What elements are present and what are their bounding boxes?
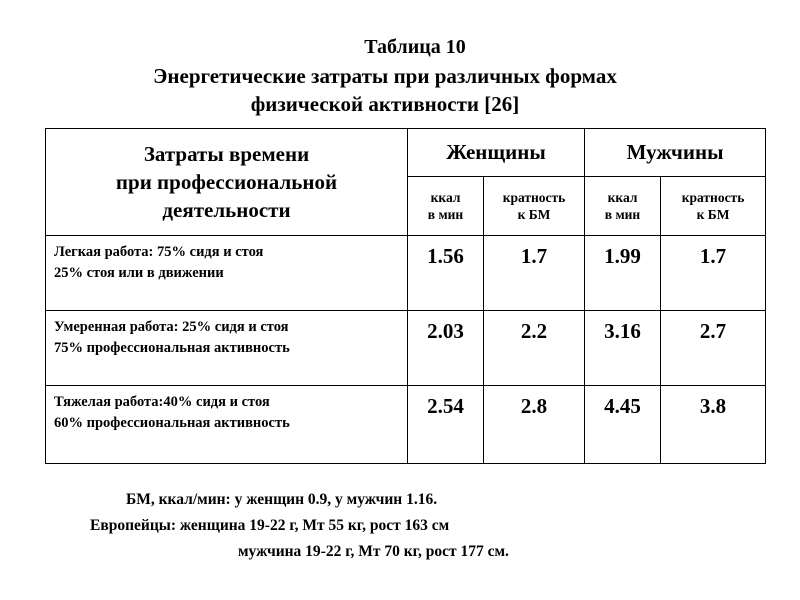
row-label-line: Тяжелая работа:40% сидя и стоя — [54, 394, 270, 410]
men-ratio-cell: 1.7 — [661, 236, 766, 311]
subheader-women-kcal — [408, 177, 484, 236]
energy-table — [45, 128, 766, 464]
row-label — [46, 311, 408, 386]
table-number: Таблица 10 — [364, 36, 466, 58]
men-kcal-cell: 4.45 — [585, 386, 661, 464]
women-ratio-cell: 2.2 — [484, 311, 585, 386]
note-europeans-women: Европейцы: женщина 19-22 г, Мт 55 кг, рост 163 см — [90, 517, 450, 534]
subheader-line: к БМ — [696, 207, 730, 222]
row-label-line: 75% профессиональная активность — [54, 340, 290, 356]
row-label — [46, 386, 408, 464]
note-europeans-men: мужчина 19-22 г, Мт 70 кг, рост 177 см. — [238, 543, 509, 560]
women-kcal-cell: 1.56 — [408, 236, 484, 311]
subheader-men-kcal — [585, 177, 661, 236]
table-row — [46, 236, 766, 311]
note-bm: БМ, ккал/мин: у женщин 0.9, у мужчин 1.16. — [126, 491, 438, 508]
women-kcal-cell: 2.03 — [408, 311, 484, 386]
subheader-line: в мин — [604, 207, 641, 222]
header-main-line-3: деятельности — [162, 198, 291, 222]
subheader-women-ratio — [484, 177, 585, 236]
subheader-line: ккал — [607, 190, 638, 205]
row-label-line: Умеренная работа: 25% сидя и стоя — [54, 319, 289, 335]
men-ratio-cell: 3.8 — [661, 386, 766, 464]
row-label-line: 25% стоя или в движении — [54, 265, 224, 281]
title-line-1: Энергетические затраты при различных формах — [153, 64, 617, 88]
title-line-2: физической активности [26] — [250, 92, 520, 116]
women-ratio-cell: 2.8 — [484, 386, 585, 464]
row-label — [46, 236, 408, 311]
header-time-cost — [46, 129, 408, 236]
men-ratio-cell: 2.7 — [661, 311, 766, 386]
women-ratio-cell: 1.7 — [484, 236, 585, 311]
men-kcal-cell: 1.99 — [585, 236, 661, 311]
subheader-line: кратность — [502, 190, 566, 205]
row-label-line: Легкая работа: 75% сидя и стоя — [54, 244, 264, 260]
table-title — [0, 62, 800, 118]
subheader-men-ratio — [661, 177, 766, 236]
subheader-line: к БМ — [517, 207, 551, 222]
header-men: Мужчины — [585, 129, 766, 177]
subheader-line: кратность — [681, 190, 745, 205]
header-main-line-2: при профессиональной — [115, 170, 338, 194]
men-kcal-cell: 3.16 — [585, 311, 661, 386]
table-row — [46, 386, 766, 464]
row-label-line: 60% профессиональная активность — [54, 415, 290, 431]
subheader-line: ккал — [430, 190, 461, 205]
table-row — [46, 311, 766, 386]
subheader-line: в мин — [427, 207, 464, 222]
women-kcal-cell: 2.54 — [408, 386, 484, 464]
header-main-line-1: Затраты времени — [143, 142, 310, 166]
header-women: Женщины — [408, 129, 585, 177]
